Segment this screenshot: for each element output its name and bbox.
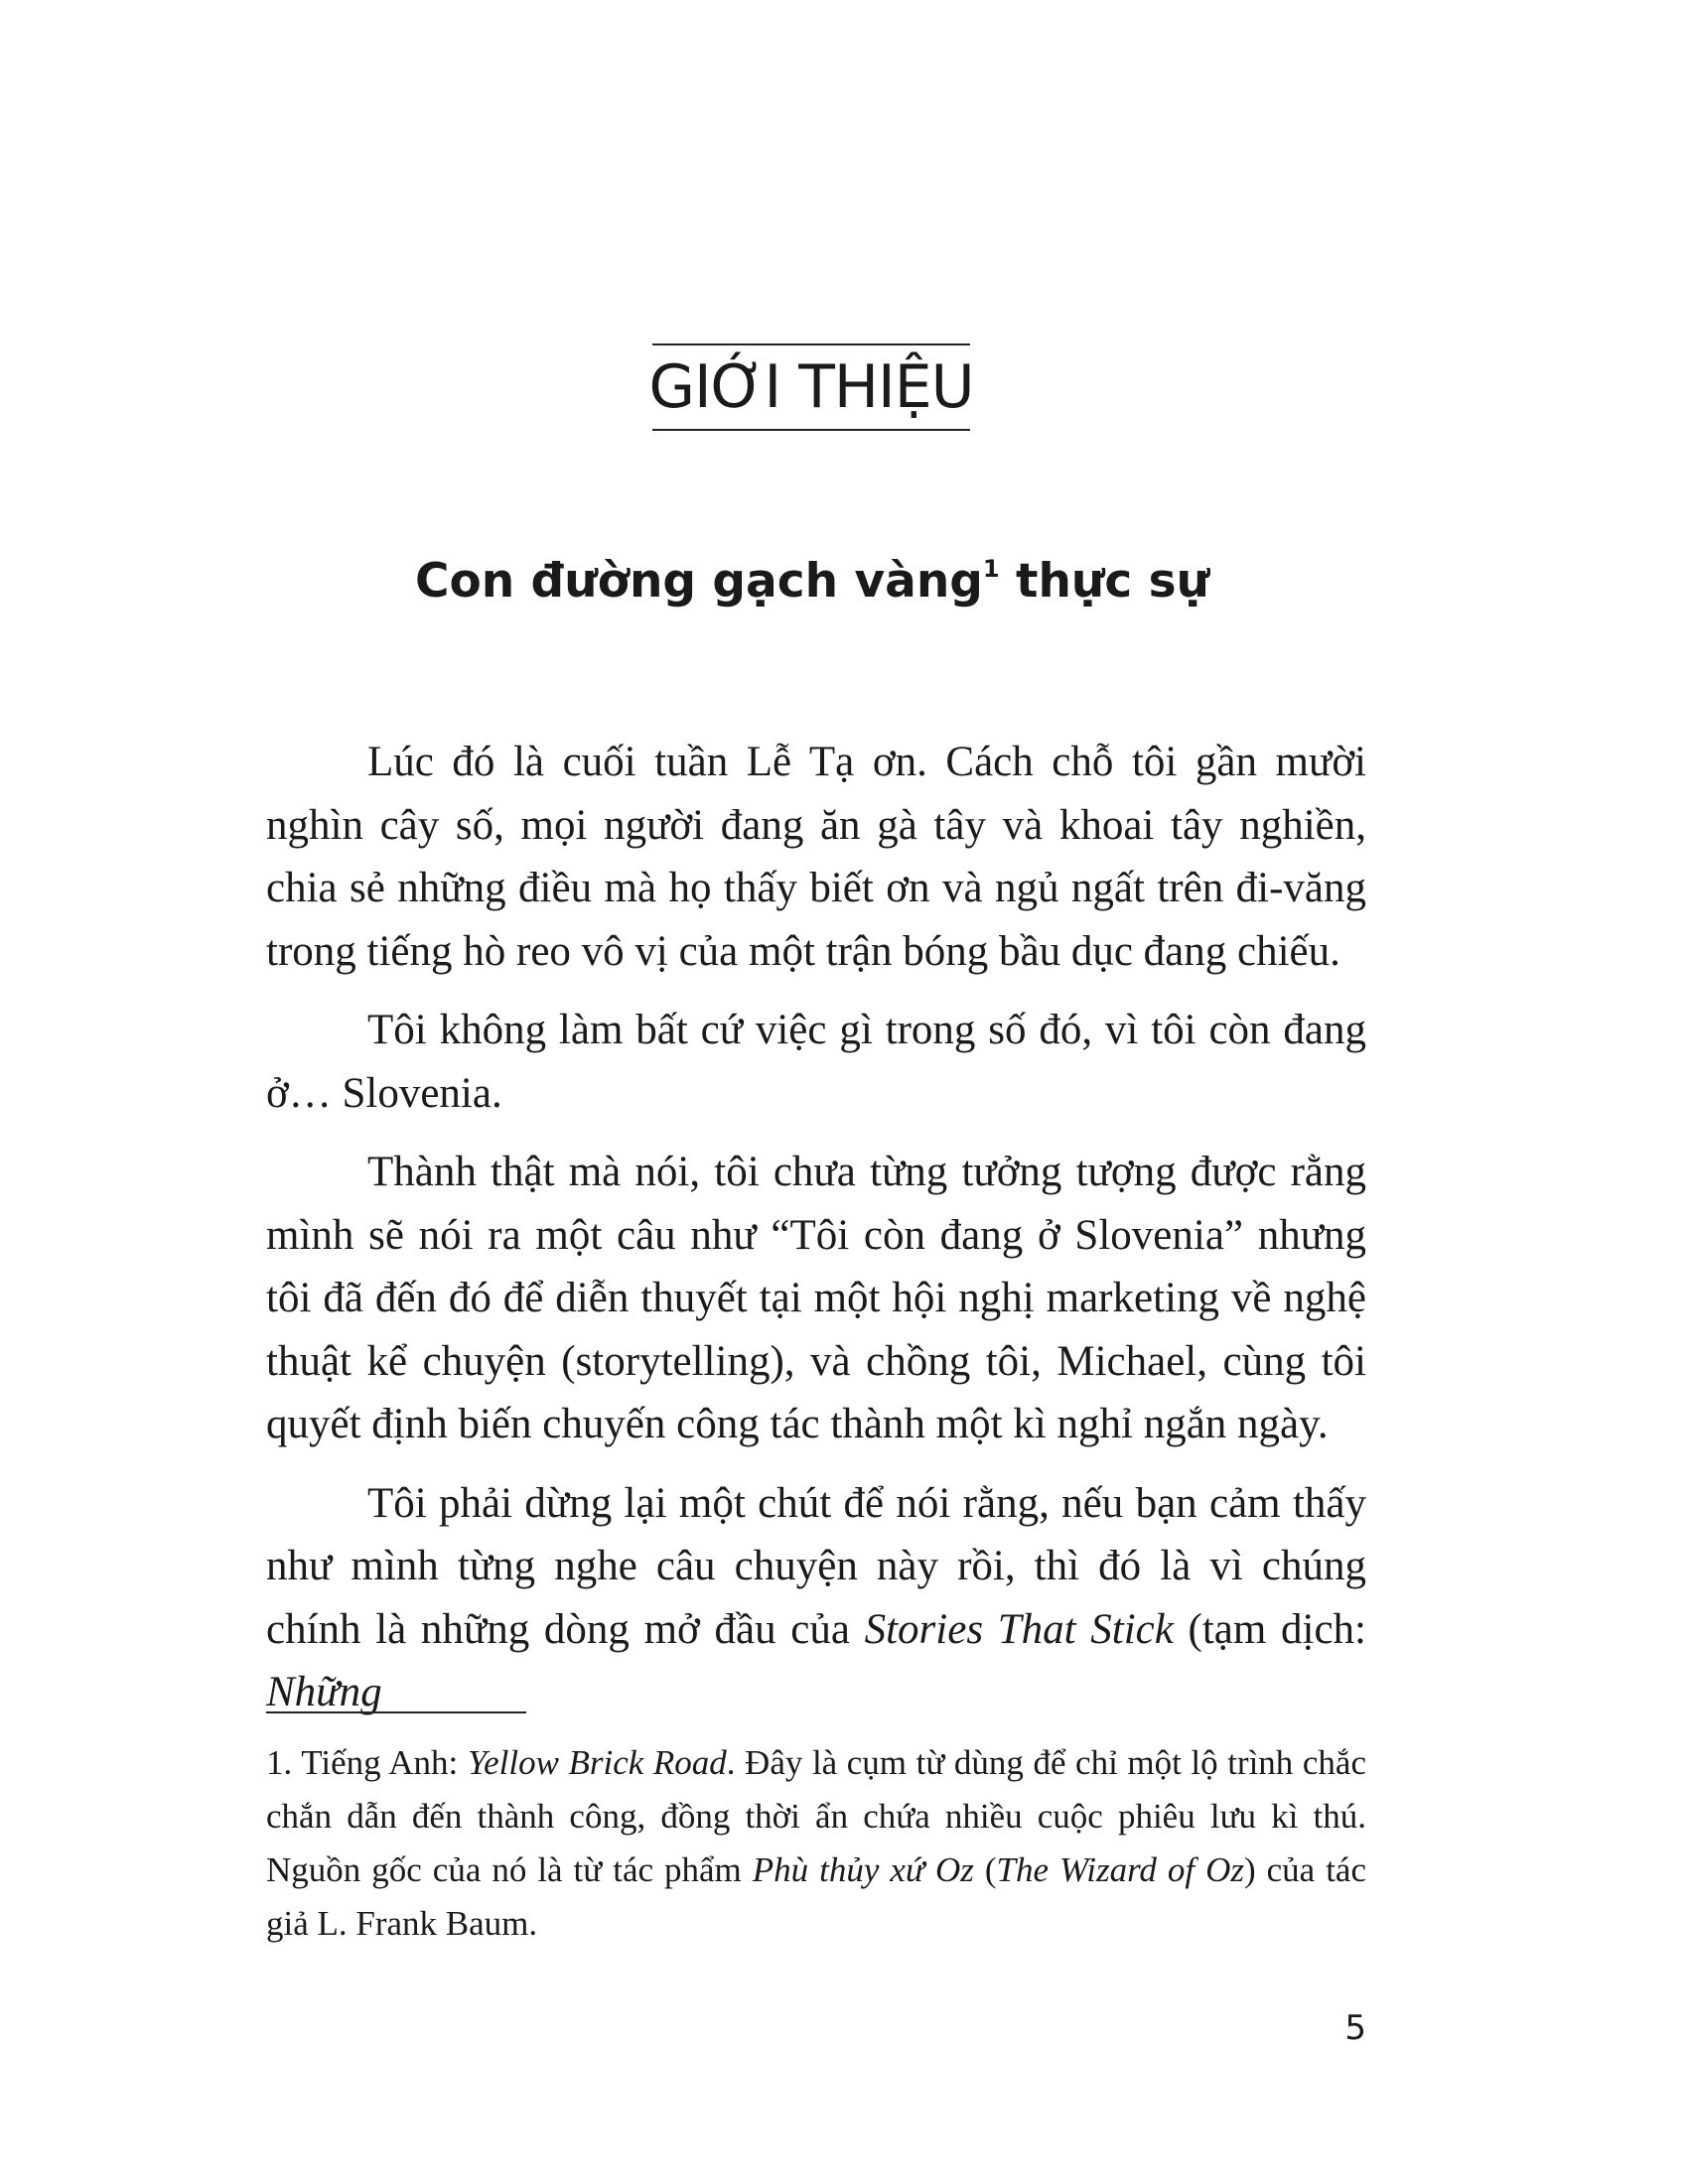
paragraph-4-text-start: Tôi phải dừng lại một chút để nói rằng, nếu bạn cảm thấy như mình từng nghe câu chuyện này rồi, thì đó là vì chúng chính là những dòng mở đầu của: [266, 1479, 1366, 1653]
footnote-divider: [266, 1711, 526, 1713]
page-number: 5: [1344, 2008, 1366, 2048]
footnote-label: Tiếng Anh:: [292, 1743, 468, 1782]
footnote-text-2: (: [973, 1850, 997, 1889]
paragraph-1: Lúc đó là cuối tuần Lễ Tạ ơn. Cách chỗ tôi gần mười nghìn cây số, mọi người đang ăn gà tây và khoai tây nghiền, chia sẻ những điều mà họ thấy biết ơn và ngủ ngất trên đi-văng trong tiếng hò reo vô vị của một trận bóng bầu dục đang chiếu.: [266, 739, 1366, 975]
footnote: [266, 1736, 1366, 1951]
footnote-text-1: . Đây là cụm từ dùng để chỉ một lộ trình chắc chắn dẫn đến thành công, đồng thời ẩn chứa nhiều cuộc phiêu lưu kì thú. Nguồn gốc của nó là từ tác phẩm: [266, 1743, 1366, 1889]
chapter-heading-box: [648, 343, 974, 431]
footnote-work-english: The Wizard of Oz: [996, 1850, 1244, 1889]
paragraph-2: Tôi không làm bất cứ việc gì trong số đó, vì tôi còn đang ở… Slovenia.: [266, 1007, 1366, 1117]
subtitle-text-start: Con đường gạch vàng: [414, 554, 983, 609]
paragraph-4: [266, 1472, 1366, 1724]
section-subtitle: [0, 552, 1624, 612]
paragraph-3: Thành thật mà nói, tôi chưa từng tưởng tượng được rằng mình sẽ nói ra một câu như “Tôi còn đang ở Slovenia” nhưng tôi đã đến đó để diễn thuyết tại một hội nghị marketing về nghệ thuật kể chuyện (storytelling), và chồng tôi, Michael, cùng tôi quyết định biến chuyến công tác thành một kì nghỉ ngắn ngày.: [266, 1149, 1366, 1447]
chapter-title: GIỚI THIỆU: [648, 352, 974, 422]
footnote-text-3: ) của tác giả L. Frank Baum.: [266, 1850, 1366, 1943]
book-title-stories-that-stick: Stories That Stick: [864, 1605, 1174, 1653]
paragraph-4-text-middle: (tạm dịch:: [1173, 1605, 1367, 1653]
book-title-vietnamese-start: Những: [266, 1669, 382, 1715]
footnote-number: 1.: [266, 1743, 293, 1782]
footnote-reference[interactable]: 1: [982, 555, 1000, 583]
body-text: [266, 731, 1366, 1724]
footnote-work-vietnamese: Phù thủy xứ Oz: [752, 1850, 974, 1889]
subtitle-text-end: thực sự: [999, 554, 1210, 609]
footnote-term: Yellow Brick Road: [467, 1743, 727, 1782]
